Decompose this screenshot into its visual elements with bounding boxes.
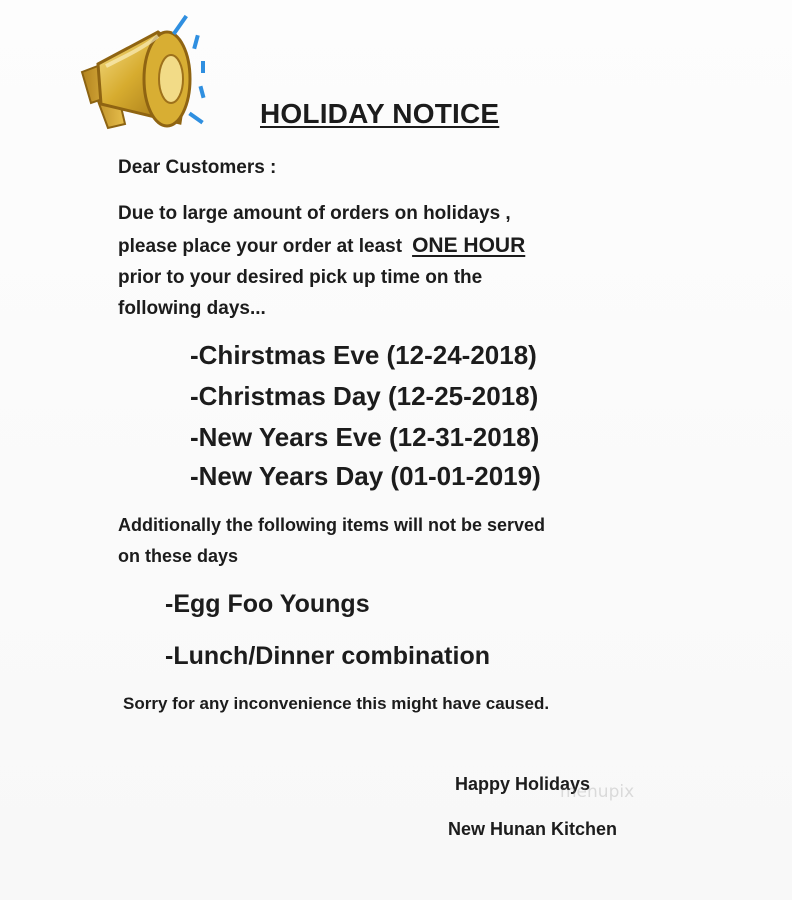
- intro-line-4: following days...: [118, 298, 266, 319]
- watermark: menupix: [560, 782, 635, 802]
- salutation: Dear Customers :: [118, 157, 277, 178]
- signature-line: New Hunan Kitchen: [448, 819, 618, 839]
- holiday-day-3: -New Years Eve (12-31-2018): [190, 422, 540, 452]
- closing-line: Happy Holidays: [455, 774, 591, 794]
- holiday-day-1: -Chirstmas Eve (12-24-2018): [190, 340, 537, 370]
- intro-line-2-text: please place your order at least: [118, 236, 403, 257]
- megaphone-icon: [70, 6, 230, 146]
- holiday-day-4: -New Years Day (01-01-2019): [190, 461, 541, 491]
- holiday-day-2: -Christmas Day (12-25-2018): [190, 381, 539, 411]
- excluded-item-2: -Lunch/Dinner combination: [165, 642, 490, 670]
- apology-line: Sorry for any inconvenience this might have caused.: [123, 694, 550, 713]
- additional-line-1: Additionally the following items will not be served: [118, 515, 546, 535]
- excluded-item-1: -Egg Foo Youngs: [165, 590, 370, 618]
- intro-line-1: Due to large amount of orders on holidays ,: [118, 203, 511, 224]
- intro-line-2: [118, 234, 525, 258]
- intro-line-3: prior to your desired pick up time on the: [118, 267, 483, 288]
- notice-title: HOLIDAY NOTICE: [260, 98, 500, 129]
- additional-line-2: on these days: [118, 546, 239, 566]
- one-hour-emphasis: ONE HOUR: [412, 234, 526, 257]
